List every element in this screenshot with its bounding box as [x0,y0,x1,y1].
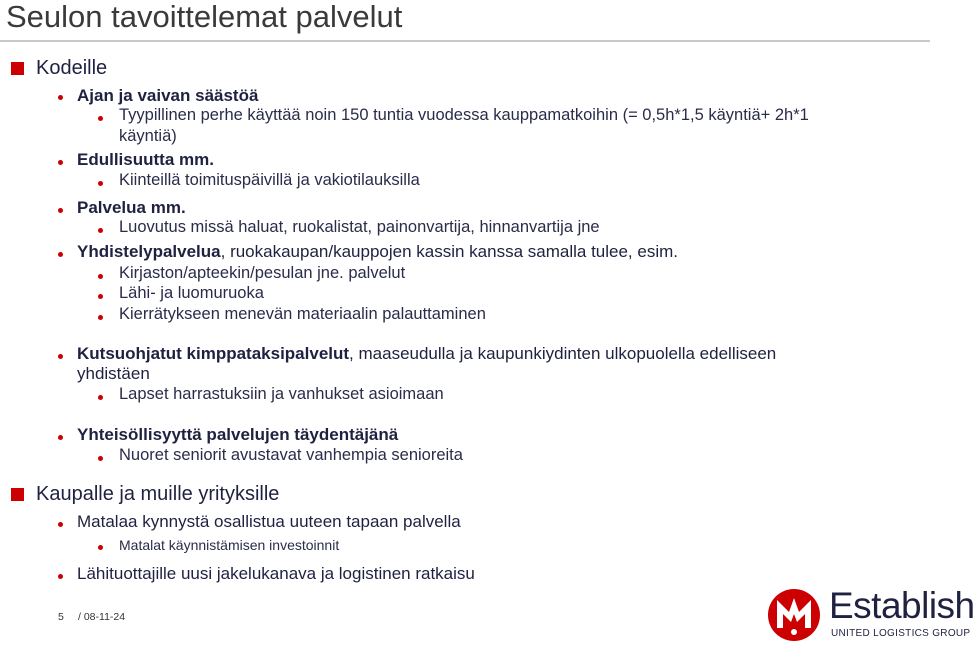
bullet-icon [58,354,63,359]
subitem-kierratykseen: Kierrätykseen menevän materiaalin palauttaminen [119,305,486,323]
subitem-perhe-line2: käyntiä) [119,127,177,145]
logo-name: Establish [829,585,975,626]
bullet-icon [98,228,103,233]
item-kutsuohjatut-rest: , maaseudulla ja kaupunkiydinten ulkopuolella edelliseen [349,344,777,363]
item-matalaa-kynnysta: Matalaa kynnystä osallistua uuteen tapaan palvella [77,512,461,531]
bullet-icon [58,435,63,440]
bullet-icon [98,395,103,400]
subitem-perhe-line1: Tyypillinen perhe käyttää noin 150 tuntia vuodessa kauppamatkoihin (= 0,5h*1,5 käyntiä+ 2h*1 [119,106,809,124]
square-bullet-icon [11,488,24,501]
page-number: 5 [58,611,64,623]
bullet-icon [98,274,103,279]
subitem-luovutus: Luovutus missä haluat, ruokalistat, painonvartija, hinnanvartija jne [119,218,600,236]
item-yhteisollisyytta: Yhteisöllisyyttä palvelujen täydentäjänä [77,425,399,444]
bullet-icon [98,315,103,320]
section-heading-kaupalle: Kaupalle ja muille yrityksille [36,483,280,505]
subitem-kiintealla: Kiinteillä toimituspäivillä ja vakiotilauksilla [119,171,420,189]
item-yhdistelypalvelua-bold: Yhdistelypalvelua [77,242,221,261]
item-yhdistelypalvelua-rest: , ruokakaupan/kauppojen kassin kanssa samalla tulee, esim. [220,242,678,261]
bullet-icon [98,181,103,186]
logo-tagline: UNITED LOGISTICS GROUP [831,628,971,639]
title-divider [0,40,930,42]
item-yhdistelypalvelua [77,242,678,262]
subitem-kirjaston: Kirjaston/apteekin/pesulan jne. palvelut [119,264,406,282]
establish-logo-icon [767,588,821,642]
item-lahituottajille: Lähituottajille uusi jakelukanava ja logistinen ratkaisu [77,564,475,583]
bullet-icon [58,160,63,165]
page-title: Seulon tavoittelemat palvelut [6,0,403,34]
subitem-nuoret-seniorit: Nuoret seniorit avustavat vanhempia senioreita [119,446,463,464]
bullet-icon [98,545,103,550]
subitem-matalat-kaynnistamisen: Matalat käynnistämisen investoinnit [119,537,340,553]
bullet-icon [58,95,63,100]
item-ajan-ja-vaivan: Ajan ja vaivan säästöä [77,86,259,105]
item-palvelua: Palvelua mm. [77,198,186,217]
item-kutsuohjatut-bold: Kutsuohjatut kimppataksipalvelut [77,344,350,363]
item-edullisuutta: Edullisuutta mm. [77,150,214,169]
subitem-lahi-ja-luomuruoka: Lähi- ja luomuruoka [119,284,264,302]
bullet-icon [58,252,63,257]
bullet-icon [98,294,103,299]
item-kutsuohjatut [77,344,776,364]
bullet-icon [58,574,63,579]
item-kutsuohjatut-line2: yhdistäen [77,364,150,383]
footer-date: / 08-11-24 [78,611,126,623]
bullet-icon [98,456,103,461]
bullet-icon [98,116,103,121]
section-heading-kodeille: Kodeille [36,57,108,79]
subitem-lapset-harrastuksiin: Lapset harrastuksiin ja vanhukset asioimaan [119,385,444,403]
bullet-icon [58,522,63,527]
square-bullet-icon [11,62,24,75]
bullet-icon [58,208,63,213]
